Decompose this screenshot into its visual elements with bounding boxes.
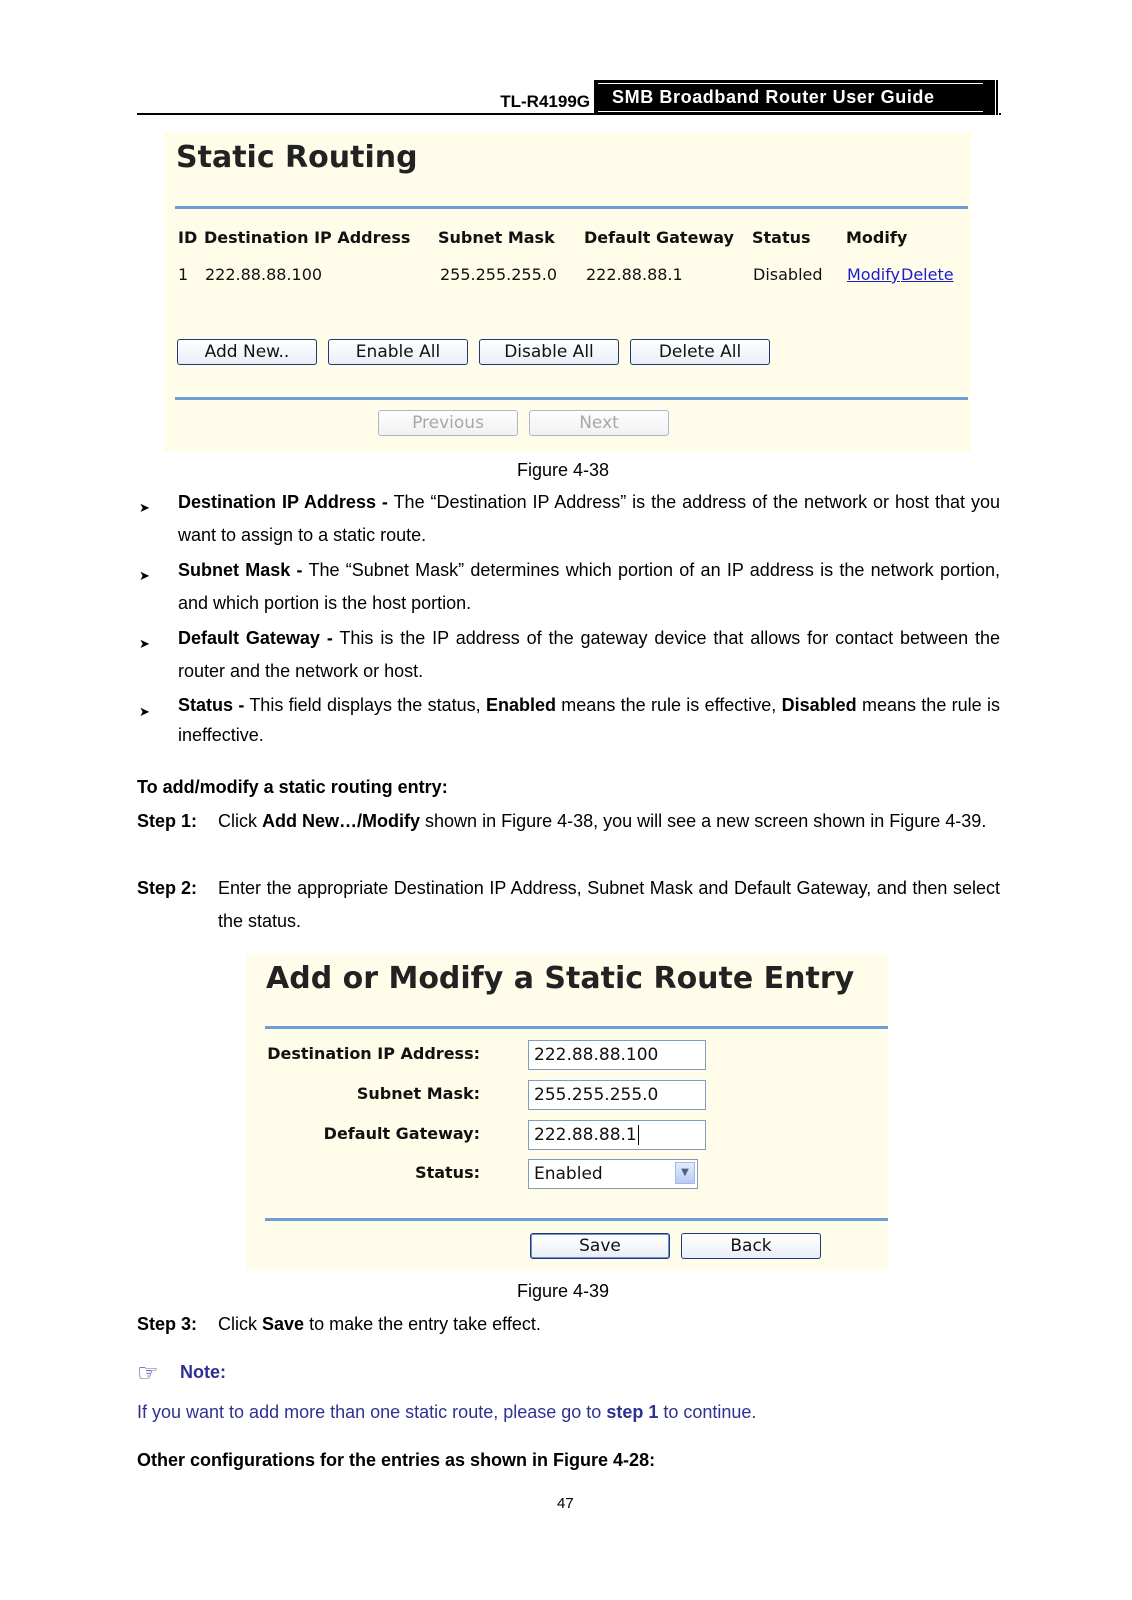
bullet-destination: Destination IP Address - The “Destination IP Address” is the address of the network or host that you want to assign to a static route. xyxy=(178,492,1000,545)
row-status: Disabled xyxy=(753,265,823,284)
gateway-input[interactable]: 222.88.88.1 xyxy=(528,1120,706,1150)
dest-ip-input[interactable]: 222.88.88.100 xyxy=(528,1040,706,1070)
next-button[interactable]: Next xyxy=(529,410,669,436)
note-text: If you want to add more than one static route, please go to step 1 to continue. xyxy=(137,1402,757,1422)
save-button[interactable]: Save xyxy=(530,1233,670,1259)
col-status: Status xyxy=(752,228,811,247)
figure-caption: Figure 4-38 xyxy=(517,460,610,480)
dest-label: Destination IP Address: xyxy=(267,1044,480,1063)
figure-caption: Figure 4-39 xyxy=(517,1281,610,1301)
arrowhead-bullet-icon: ➤ xyxy=(139,704,150,719)
status-label: Status: xyxy=(415,1163,480,1182)
add-route-panel xyxy=(246,953,888,1271)
gateway-label: Default Gateway: xyxy=(323,1124,480,1143)
divider xyxy=(175,397,968,400)
step-3-label: Step 3: xyxy=(137,1314,198,1334)
step-1-text: Click Add New…/Modify shown in Figure 4-38, you will see a new screen shown in Figure 4-39. xyxy=(218,811,987,831)
delete-all-button[interactable]: Delete All xyxy=(630,339,770,365)
panel-title: Add or Modify a Static Route Entry xyxy=(266,961,855,996)
pointing-hand-icon: ☞ xyxy=(137,1360,159,1387)
step-2-label: Step 2: xyxy=(137,878,198,898)
row-id: 1 xyxy=(178,265,189,284)
step-2-text: Enter the appropriate Destination IP Address, Subnet Mask and Default Gateway, and then select the status. xyxy=(218,878,1000,931)
col-subnet-mask: Subnet Mask xyxy=(438,228,555,247)
divider xyxy=(265,1218,888,1221)
bullet-status: Status - This field displays the status, Enabled means the rule is effective, Disabled means the rule is ineffective. xyxy=(178,695,1000,745)
col-gateway: Default Gateway xyxy=(584,228,734,247)
panel-title: Static Routing xyxy=(176,140,418,175)
step-1-label: Step 1: xyxy=(137,811,198,831)
row-destination: 222.88.88.100 xyxy=(205,265,323,284)
chevron-down-icon[interactable]: ▼ xyxy=(675,1162,695,1184)
static-routing-panel xyxy=(164,132,971,452)
status-select[interactable]: Enabled ▼ xyxy=(528,1159,698,1189)
other-heading: Other configurations for the entries as shown in Figure 4-28: xyxy=(137,1450,656,1470)
row-gateway: 222.88.88.1 xyxy=(586,265,683,284)
previous-button[interactable]: Previous xyxy=(378,410,518,436)
enable-all-button[interactable]: Enable All xyxy=(328,339,468,365)
header-model: TL-R4199G xyxy=(500,92,590,111)
col-destination: Destination IP Address xyxy=(204,228,411,247)
add-new-button[interactable]: Add New.. xyxy=(177,339,317,365)
arrowhead-bullet-icon: ➤ xyxy=(139,500,150,515)
mask-label: Subnet Mask: xyxy=(356,1084,480,1103)
col-id: ID xyxy=(178,228,198,247)
row-subnet-mask: 255.255.255.0 xyxy=(440,265,558,284)
bullet-subnet-mask: Subnet Mask - The “Subnet Mask” determines which portion of an IP address is the network portion, and which portion is the host portion. xyxy=(178,560,1000,613)
modify-link[interactable]: Modify xyxy=(847,265,901,284)
subnet-mask-input[interactable]: 255.255.255.0 xyxy=(528,1080,706,1110)
arrowhead-bullet-icon: ➤ xyxy=(139,636,150,651)
back-button[interactable]: Back xyxy=(681,1233,821,1259)
divider xyxy=(175,206,968,209)
steps-heading: To add/modify a static routing entry: xyxy=(137,777,448,797)
header-guide-title: SMB Broadband Router User Guide xyxy=(598,83,983,112)
text-cursor xyxy=(638,1125,639,1145)
page-number: 47 xyxy=(557,1495,574,1512)
step-3-text: Click Save to make the entry take effect. xyxy=(218,1314,541,1334)
arrowhead-bullet-icon: ➤ xyxy=(139,568,150,583)
delete-link[interactable]: Delete xyxy=(901,265,954,284)
header-guide-box xyxy=(594,80,999,115)
col-modify: Modify xyxy=(846,228,908,247)
bullet-gateway: Default Gateway - This is the IP address of the gateway device that allows for contact between the router and the network or host. xyxy=(178,628,1000,681)
disable-all-button[interactable]: Disable All xyxy=(479,339,619,365)
divider xyxy=(265,1026,888,1029)
note-label: Note: xyxy=(180,1362,226,1382)
